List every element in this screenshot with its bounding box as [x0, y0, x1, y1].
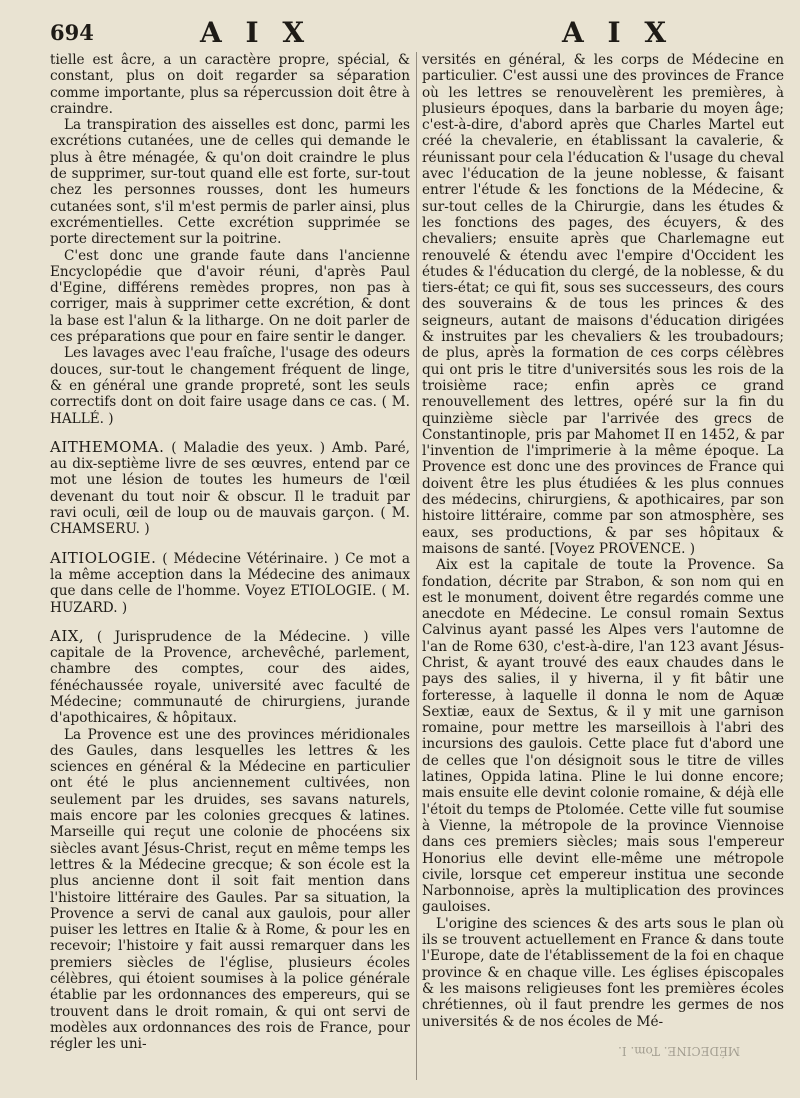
- dictionary-entry: [50, 439, 410, 538]
- entry-text: Les lavages avec l'eau fraîche, l'usage des odeurs douces, sur-tout le changement fréquent de linge, & en général une grande propreté, sont les seuls correctifs dont on doit faire usage dans ce cas. ( M. HALLÉ. ): [50, 345, 410, 427]
- continued-paragraph: [422, 52, 784, 557]
- running-head-left: A I X: [200, 16, 312, 49]
- entry-text: La transpiration des aisselles est donc, parmi les excrétions cutanées, une de celles qui demande le plus à être ménagée, & qu'on doit craindre le plus de supprimer, sur-tout quand elle est forte, sur-tout chez les personnes rousses, dont les humeurs cutanées sont, s'il m'est permis de parler ainsi, plus excrémentielles. Cette excrétion supprimée se porte directement sur la poitrine.: [50, 117, 410, 248]
- left-column: [50, 52, 410, 1053]
- page-number: 694: [50, 20, 94, 45]
- entry-text: tielle est âcre, a un caractère propre, spécial, & constant, plus on doit regarder sa séparation comme importante, plus sa répercussion doit être à craindre.: [50, 52, 410, 117]
- paragraph: [50, 345, 410, 426]
- paragraph: [422, 557, 784, 916]
- paragraph: [50, 248, 410, 346]
- entry-text: ( Médecine Vétérinaire. ) Ce mot a la même acception dans la Médecine des animaux que dans celle de l'homme. Voyez ETIOLOGIE. ( M. HUZARD. ): [50, 550, 410, 616]
- entry-headword: AITHEMOMA.: [50, 437, 165, 456]
- entry-text: Aix est la capitale de toute la Provence. Sa fondation, décrite par Strabon, & son nom qui en est le monument, doivent être regardés comme une anecdote en Médecine. Le consul romain Sextus Calvinus ayant passé les Alpes vers l'automne de l'an de Rome 630, c'est-à-dire, l'an 123 avant Jésus-Christ, & ayant trouvé des eaux chaudes dans le pays des salies, il y hiverna, il y fit bâtir une forteresse, à laquelle il donna le nom de Aquæ Sextiæ, eaux de Sextus, & il y mit une garnison romaine, pour mettre les marseillois à l'abri des incursions des gaulois. Cette place fut d'abord une de celles que l'on désignoit sous le titre de villes latines, Oppida latina. Pline le lui donne encore; mais ensuite elle devint colonie romaine, & déjà elle l'étoit du temps de Ptolomée. Cette ville fut soumise à Vienne, la métropole de la province Viennoise dans ces premiers siècles; mais sous l'empereur Honorius elle devint elle-même une métropole civile, lorsque cet empereur institua une seconde Narbonnoise, après la multiplication des provinces gauloises.: [422, 557, 784, 916]
- entry-text: ( Jurisprudence de la Médecine. ) ville capitale de la Provence, archevêché, parlement, chambre des comptes, cour des aides, fénéchaussée royale, université avec faculté de Médecine; communauté de chirurgiens, jurande d'apothicaires, & hôpitaux.: [50, 628, 410, 727]
- entry-text: La Provence est une des provinces méridionales des Gaules, dans lesquelles les lettres & les sciences en général & la Médecine en particulier ont été le plus anciennement cultivées, non seulement par les druides, ses savans naturels, mais encore par les colonies grecques & latines. Marseille qui reçut une colonie de phocéens six siècles avant Jésus-Christ, reçut en même temps les lettres & la Médecine grecque; & son école est la plus ancienne dont il soit fait mention dans l'histoire littéraire des Gaules. Par sa situation, la Provence a servi de canal aux gaulois, pour aller puiser les lettres en Italie & à Rome, & pour les en recevoir; l'histoire y fait aussi remarquer dans les premiers siècles de l'église, plusieurs écoles célèbres, qui étoient soumises à la police générale établie par les ordonnances des empereurs, qui se trouvent dans le droit romain, & qui ont servi de modèles aux ordonnances des rois de France, pour régler les uni-: [50, 726, 410, 1053]
- page-header: [50, 14, 786, 50]
- entry-text: L'origine des sciences & des arts sous le plan où ils se trouvent actuellement en France & dans toute l'Europe, date de l'établissement de la foi en chaque province & en chaque ville. Les églises épiscopales & les maisons religieuses font les premières écoles chrétiennes, où il faut prendre les germes de nos universités & de nos écoles de Mé-: [422, 915, 784, 1030]
- entry-text: C'est donc une grande faute dans l'ancienne Encyclopédie que d'avoir réuni, d'après Paul d'Egine, différens remèdes propres, non pas à corriger, mais à supprimer cette excrétion, & dont la base est l'alun & la litharge. On ne doit parler de ces préparations que pour en faire sentir le danger.: [50, 247, 410, 346]
- dictionary-entry: [50, 550, 410, 616]
- entry-headword: AIX,: [50, 626, 85, 645]
- entry-text: ( Maladie des yeux. ) Amb. Paré, au dix-septième livre de ses œuvres, entend par ce mot une lésion de toutes les humeurs de l'œil devenant du tout noir & obscur. Il le traduit par ravi oculi, œil de loup ou de mauvais garçon. ( M. CHAMSERU. ): [50, 439, 410, 538]
- paragraph: [422, 916, 784, 1030]
- column-divider: [416, 52, 417, 1080]
- paragraph: [50, 117, 410, 247]
- right-column: [422, 52, 784, 1030]
- continued-paragraph: [50, 52, 410, 117]
- paragraph: [50, 727, 410, 1053]
- dictionary-entry: [50, 628, 410, 727]
- bleed-through-text: MÉDECINE. Tom. I.: [617, 1044, 740, 1058]
- running-head-right: A I X: [562, 16, 674, 49]
- entry-headword: AITIOLOGIE.: [50, 548, 157, 567]
- entry-text: versités en général, & les corps de Médecine en particulier. C'est aussi une des provinces de France où les lettres se renouvelèrent les premières, à plusieurs époques, dans la barbarie du moyen âge; c'est-à-dire, d'abord après que Charles Martel eut créé la chevalerie, en établissant la cavalerie, & réunissant pour cela l'éducation & l'usage du cheval avec l'éducation de la jeune noblesse, & faisant entrer l'étude & les fonctions de la Médecine, & sur-tout celles de la Chirurgie, dans les études & les fonctions des pages, des écuyers, & des chevaliers; ensuite après que Charlemagne eut renouvelé & étendu avec l'empire d'Occident les études & l'éducation du clergé, de la noblesse, & du tiers-état; ce qui fit, sous ses successeurs, des cours des souverains & de tous les princes & des seigneurs, autant de maisons d'éducation dirigées & instruites par les chevaliers & les troubadours; de plus, après la formation de ces corps célèbres qui ont pris le titre d'universités sous les rois de la troisième race; enfin après ce grand renouvellement des lettres, opéré sur la fin du quinzième siècle par l'arrivée des grecs de Constantinople, pris par Mahomet II en 1452, & par l'invention de l'imprimerie à la même époque. La Provence est donc une des provinces de France qui doivent être les plus étudiées & les plus connues des médecins, chirurgiens, & apothicaires, par son histoire littéraire, comme par son atmosphère, ses eaux, ses productions, & par ses hôpitaux & maisons de santé. [Voyez PROVENCE. ): [422, 52, 784, 557]
